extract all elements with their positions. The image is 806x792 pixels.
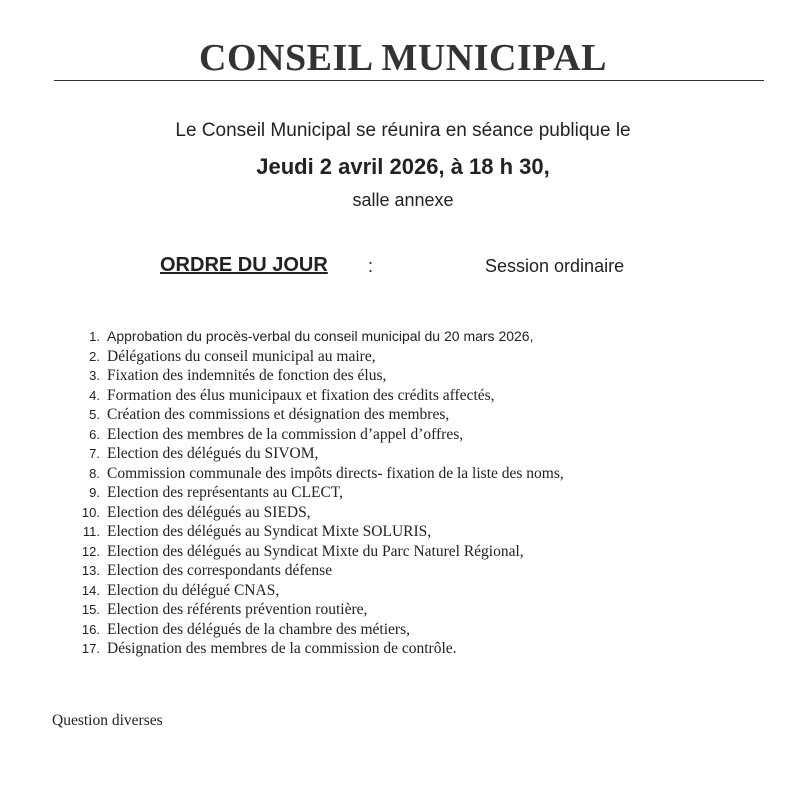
agenda-item-number: 15. xyxy=(81,602,100,617)
agenda-item-text: Fixation des indemnités de fonction des élus, xyxy=(107,367,387,384)
agenda-item-text: Election des délégués du SIVOM, xyxy=(107,445,319,462)
agenda-item-number: 17. xyxy=(81,641,100,656)
agenda-item-text: Création des commissions et désignation des membres, xyxy=(107,406,450,423)
agenda-item-number: 4. xyxy=(89,387,100,403)
agenda-item-text: Election du délégué CNAS, xyxy=(107,581,280,599)
agenda-item-text: Election des représentants au CLECT, xyxy=(107,484,344,501)
agenda-item-number: 8. xyxy=(89,465,100,481)
session-type: Session ordinaire xyxy=(485,256,625,276)
agenda-item-number: 3. xyxy=(89,368,100,383)
agenda-item-text: Election des délégués de la chambre des métiers, xyxy=(107,620,410,638)
title-underline xyxy=(54,80,764,81)
agenda-heading: ORDRE DU JOUR xyxy=(160,254,328,276)
other-questions: Question diverses xyxy=(52,712,163,729)
meeting-location: salle annexe xyxy=(352,190,454,210)
agenda-item-number: 16. xyxy=(81,621,100,637)
agenda-item-number: 9. xyxy=(89,485,100,500)
page-title: CONSEIL MUNICIPAL xyxy=(199,37,607,79)
agenda-item-number: 14. xyxy=(81,582,100,598)
agenda-item-text: Formation des élus municipaux et fixation des crédits affectés, xyxy=(107,386,495,404)
agenda-item-text: Election des correspondants défense xyxy=(107,562,333,579)
agenda-item-text: Election des délégués au SIEDS, xyxy=(107,503,311,521)
agenda-item-number: 6. xyxy=(89,426,100,442)
agenda-item-number: 7. xyxy=(89,446,100,461)
agenda-item-text: Délégations du conseil municipal au maire, xyxy=(107,347,376,365)
agenda-item-text: Commission communale des impôts directs- fixation de la liste des noms, xyxy=(107,464,564,482)
meeting-date-time: Jeudi 2 avril 2026, à 18 h 30, xyxy=(256,154,550,179)
agenda-item-number: 1. xyxy=(89,329,100,344)
agenda-item-text: Election des délégués au Syndicat Mixte du Parc Naturel Régional, xyxy=(107,542,524,560)
agenda-item-number: 12. xyxy=(81,543,100,559)
agenda-item-number: 13. xyxy=(81,563,100,578)
agenda-item-text: Election des membres de la commission d’appel d’offres, xyxy=(107,425,464,443)
agenda-item-number: 5. xyxy=(89,407,100,422)
agenda-heading-colon: : xyxy=(368,256,374,276)
agenda-item-text: Approbation du procès-verbal du conseil municipal du 20 mars 2026, xyxy=(107,328,534,344)
agenda-item-number: 2. xyxy=(89,348,100,364)
agenda-item-text: Désignation des membres de la commission de contrôle. xyxy=(107,640,457,657)
agenda-item-text: Election des référents prévention routière, xyxy=(107,601,368,618)
agenda-item-number: 10. xyxy=(81,504,100,520)
agenda-item-text: Election des délégués au Syndicat Mixte SOLURIS, xyxy=(107,523,432,540)
meeting-announcement: Le Conseil Municipal se réunira en séance publique le xyxy=(175,120,631,141)
agenda-item-number: 11. xyxy=(82,524,100,539)
